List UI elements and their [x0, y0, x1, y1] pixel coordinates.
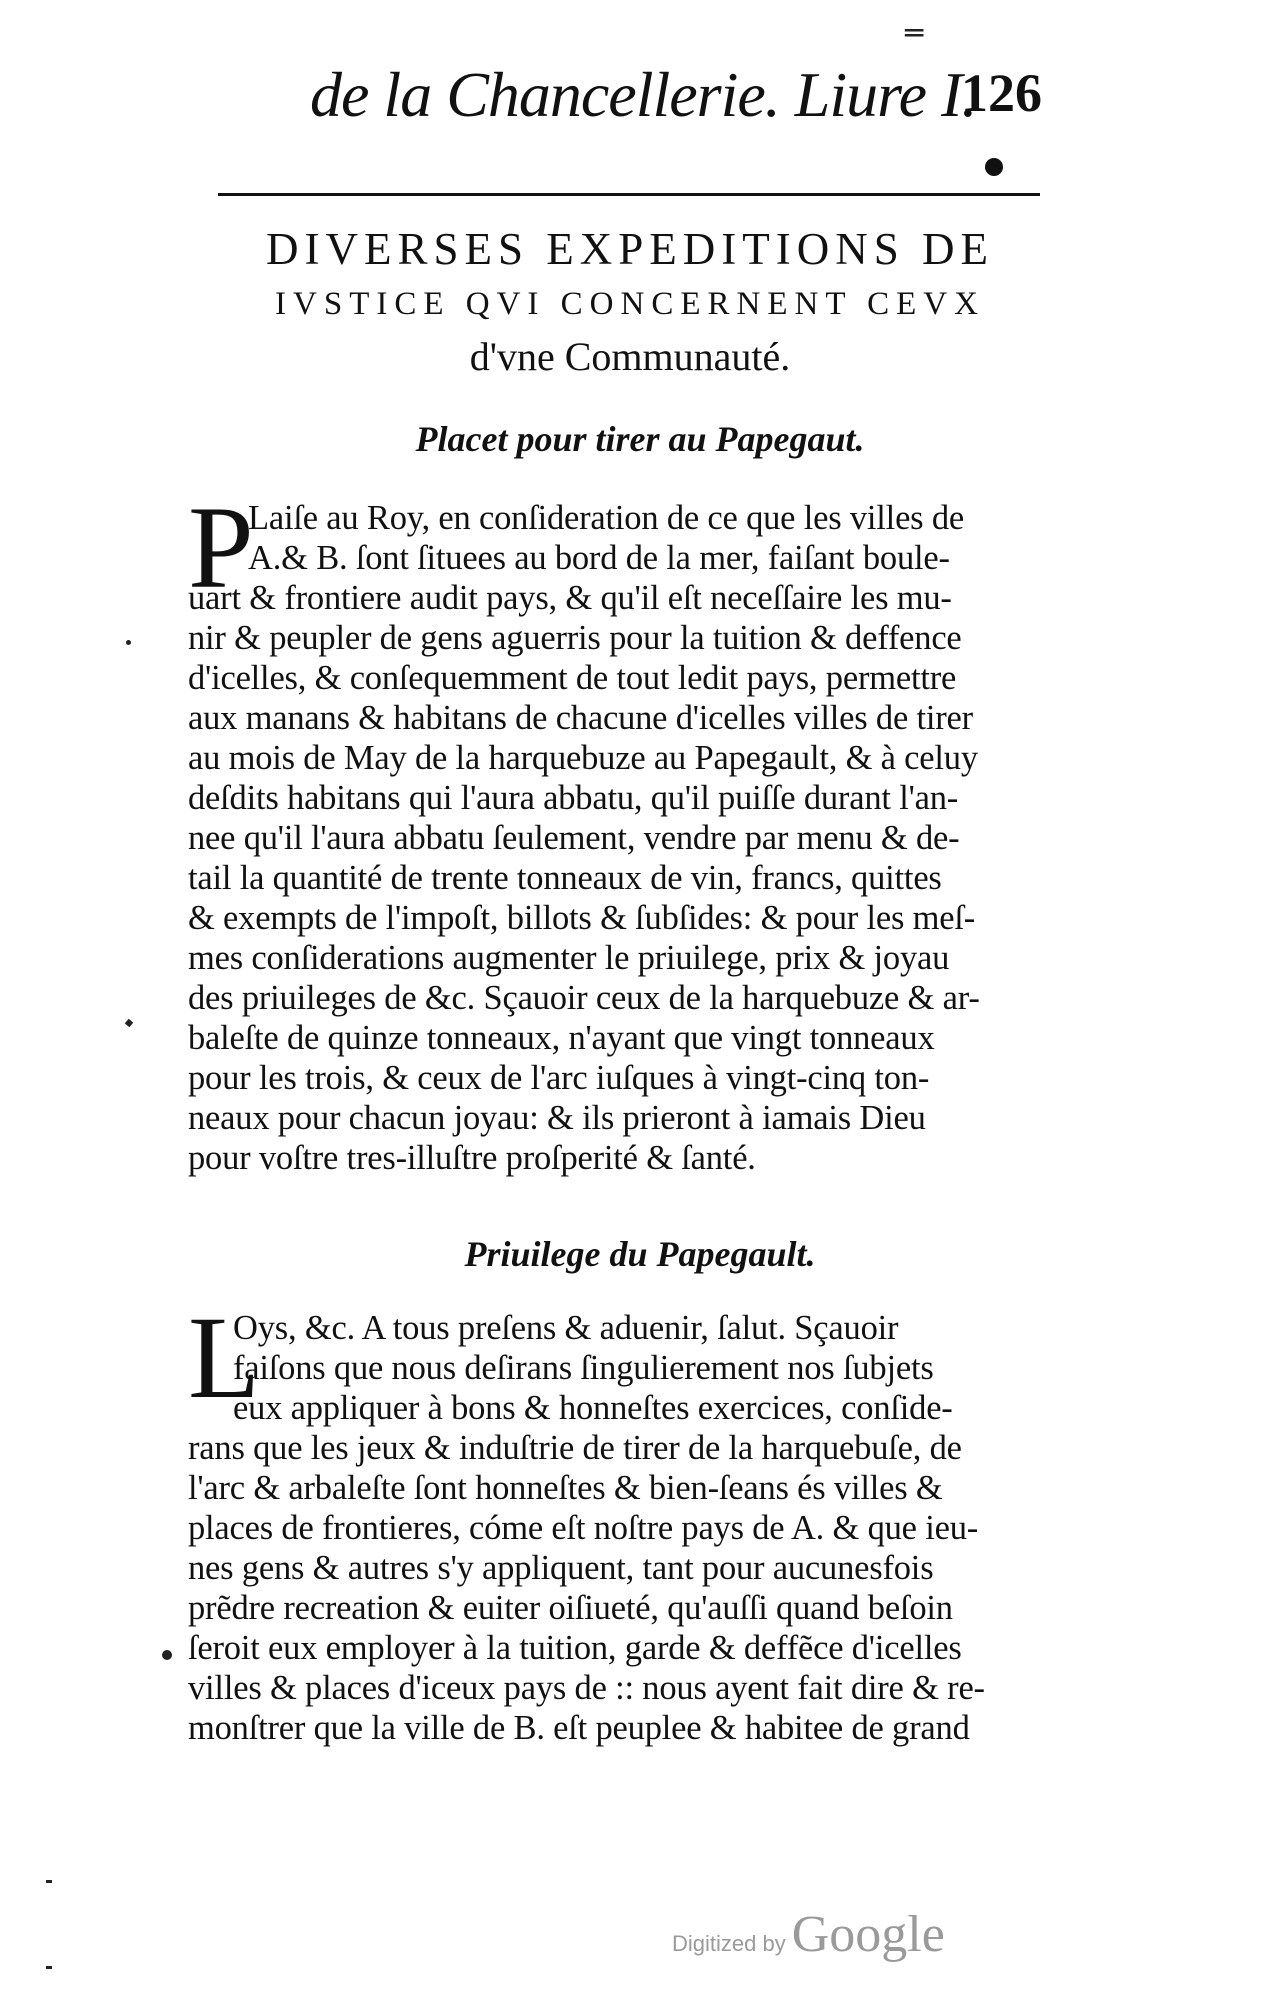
- running-head-title: de la Chancellerie. Liure I.: [310, 59, 977, 130]
- header-rule: [218, 193, 1040, 196]
- ink-speck: [46, 1966, 52, 1969]
- ink-mark-squiggle: ═: [905, 16, 920, 51]
- paragraph-line: Oys, &c. A tous preſens & aduenir, ſalut. Sçauoir: [233, 1309, 899, 1347]
- placet-dropcap: P: [188, 482, 254, 613]
- paragraph-line: deſdits habitans qui l'aura abbatu, qu'il puiſſe durant l'an-: [188, 779, 959, 817]
- section-heading-line-3: d'vne Communauté.: [469, 334, 791, 379]
- paragraph-line: monſtrer que la ville de B. eſt peuplee & habitee de grand: [188, 1709, 970, 1747]
- ink-dot: [985, 158, 1003, 176]
- paragraph-line: uart & frontiere audit pays, & qu'il eſt neceſſaire les mu-: [188, 579, 952, 617]
- digitization-watermark: [672, 1905, 945, 1964]
- paragraph-line: A.& B. ſont ſituees au bord de la mer, faiſant boule-: [248, 539, 950, 577]
- google-logo: Google: [791, 1906, 945, 1963]
- paragraph-line: nee qu'il l'aura abbatu ſeulement, vendre par menu & de-: [188, 819, 960, 857]
- privilege-paragraph: [188, 1292, 1068, 1768]
- paragraph-line: eux appliquer à bons & honneſtes exercices, conſide-: [233, 1389, 953, 1427]
- section-heading-line-1: DIVERSES EXPEDITIONS DE: [266, 224, 994, 274]
- paragraph-line: pour les trois, & ceux de l'arc iuſques à vingt-cinq ton-: [188, 1059, 930, 1097]
- paragraph-line: prẽdre recreation & euiter oiſiueté, qu'auſſi quand beſoin: [188, 1589, 953, 1627]
- paragraph-line: Laiſe au Roy, en conſideration de ce que les villes de: [248, 499, 964, 537]
- ink-speck: [162, 1650, 172, 1660]
- paragraph-line: aux manans & habitans de chacune d'icelles villes de tirer: [188, 699, 973, 737]
- paragraph-line: l'arc & arbaleſte ſont honneſtes & bien-ſeans és villes &: [188, 1469, 943, 1507]
- paragraph-line: & exempts de l'impoſt, billots & ſubſides: & pour les meſ-: [188, 899, 976, 937]
- paragraph-line: des priuileges de &c. Sçauoir ceux de la harquebuze & ar-: [188, 979, 980, 1017]
- paragraph-line: tail la quantité de trente tonneaux de vin, francs, quittes: [188, 859, 942, 897]
- paragraph-line: villes & places d'iceux pays de :: nous ayent fait dire & re-: [188, 1669, 985, 1707]
- paragraph-line: neaux pour chacun joyau: & ils prieront à iamais Dieu: [188, 1099, 926, 1137]
- section-heading-line-2: IVSTICE QVI CONCERNENT CEVX: [275, 286, 985, 322]
- paragraph-line: au mois de May de la harquebuze au Papegault, & à celuy: [188, 739, 978, 777]
- paragraph-line: nes gens & autres s'y appliquent, tant pour aucunesfois: [188, 1549, 934, 1587]
- paragraph-line: rans que les jeux & induſtrie de tirer de la harquebuſe, de: [188, 1429, 962, 1467]
- privilege-title: Priuilege du Papegault.: [464, 1234, 816, 1274]
- paragraph-line: nir & peupler de gens aguerris pour la tuition & deffence: [188, 619, 962, 657]
- paragraph-line: d'icelles, & conſequemment de tout ledit pays, permettre: [188, 659, 957, 697]
- privilege-dropcap: L: [188, 1292, 261, 1423]
- ink-speck: [46, 1880, 52, 1883]
- paragraph-line: places de frontieres, cóme eſt noſtre pays de A. & que ieu-: [188, 1509, 979, 1547]
- paragraph-line: baleſte de quinze tonneaux, n'ayant que vingt tonneaux: [188, 1019, 935, 1057]
- running-head: [300, 58, 1060, 138]
- section-heading: [180, 218, 1080, 386]
- paragraph-line: faiſons que nous deſirans ſingulierement nos ſubjets: [233, 1349, 934, 1387]
- ink-speck: [126, 640, 131, 645]
- ink-speck: [125, 1019, 133, 1027]
- paragraph-line: mes conſiderations augmenter le priuilege, prix & joyau: [188, 939, 950, 977]
- page-number: 126: [961, 63, 1042, 123]
- placet-title: Placet pour tirer au Papegaut.: [415, 419, 865, 459]
- placet-paragraph: [188, 482, 1068, 1198]
- paragraph-line: ſeroit eux employer à la tuition, garde & deffẽce d'icelles: [188, 1629, 962, 1667]
- watermark-prefix: Digitized by: [672, 1931, 786, 1956]
- paragraph-line: pour voſtre tres-illuſtre proſperité & ſanté.: [188, 1139, 756, 1177]
